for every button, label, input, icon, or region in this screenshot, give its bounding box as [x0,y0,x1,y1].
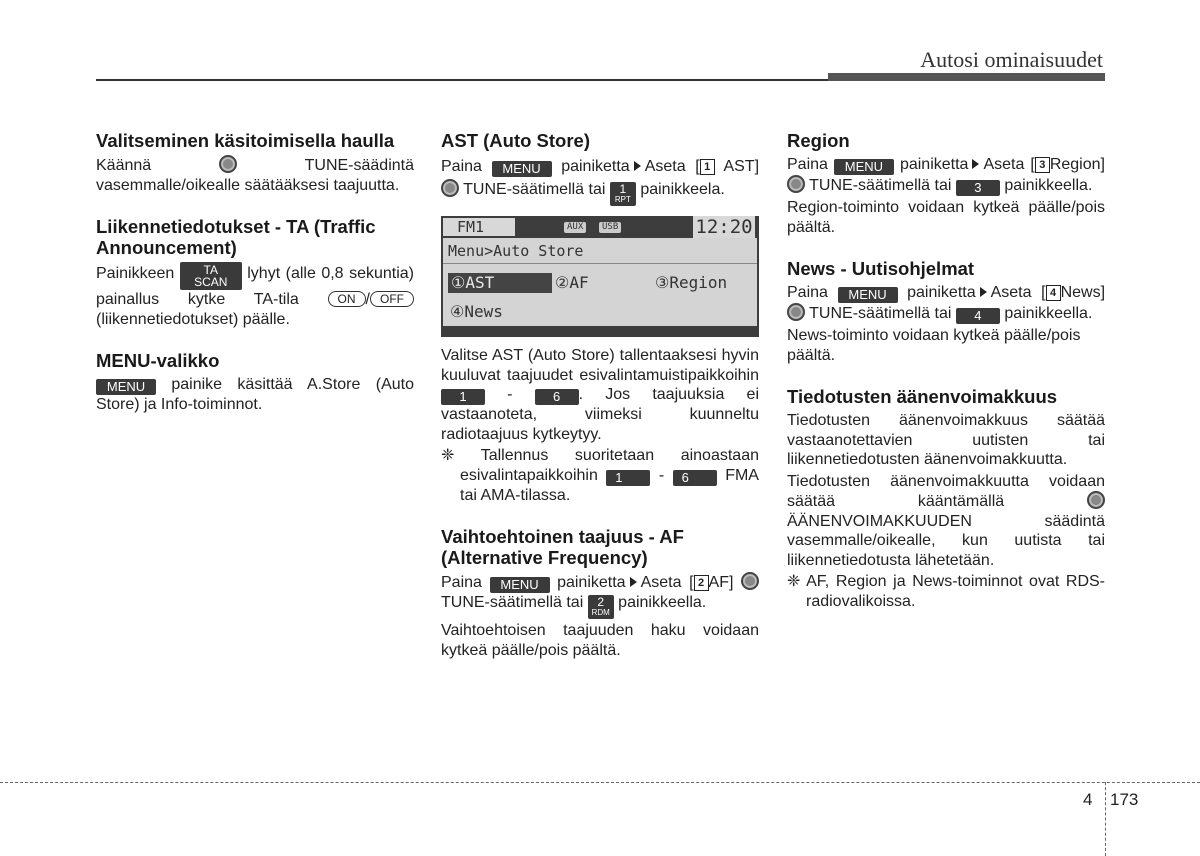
tune-knob-icon [441,179,459,197]
menu-button-icon: MENU [96,379,156,395]
band-label: FM1 [443,218,515,236]
circled-1-icon: 1 [700,159,715,175]
text: Aseta [ [644,158,700,175]
volume-knob-icon [1087,491,1105,509]
preset-6-button-icon: 6 [535,389,579,405]
text: painikkeela. [640,181,725,198]
preset-2-rdm-button-icon [588,595,614,619]
btn-num: 1 [619,182,627,196]
display-heading: Menu>Auto Store [448,242,584,260]
paragraph: Tiedotusten äänenvoimakkuus säätää vastaanotettavien uutisten tai liikennetiedotusten äänenvoimakkuutta. [787,412,1105,468]
column-3 [787,130,1105,632]
paragraph [96,375,414,415]
header-rule [96,79,828,81]
text: AST] [723,158,760,175]
text: - [658,466,665,484]
paragraph [787,155,1105,196]
text: painikkeella. [618,594,707,611]
text: - [507,386,513,403]
section-menu [96,350,414,415]
footer-dashed-line [0,782,1200,783]
paragraph [96,262,414,329]
text: TUNE-säätimellä tai [809,305,952,322]
text: TUNE-säädintä vasemmalle/oikealle säätääksesi taajuutta. [96,157,414,194]
text: TUNE-säätimellä tai [809,177,952,194]
text: painiketta [907,284,976,301]
menu-item-region: ③Region [655,273,728,292]
display-screen [443,238,757,326]
menu-item-af: ②AF [555,273,589,292]
menu-button-icon: MENU [838,287,898,303]
text: Paina [787,156,828,173]
display-divider [443,263,757,264]
arrow-right-icon [972,159,979,169]
off-button-icon: OFF [370,291,414,307]
circled-4-icon: 4 [1046,285,1061,301]
btn-sub: RPT [614,195,631,204]
menu-button-icon: MENU [834,159,894,175]
clock: 12:20 [693,216,755,238]
section-title: Liikennetiedotukset - TA (Traffic Announcement) [96,216,376,258]
tune-knob-icon [741,572,759,590]
preset-1-rpt-button-icon [610,182,636,206]
paragraph: Vaihtoehtoisen taajuuden haku voidaan kytkeä päälle/pois päältä. [441,622,759,659]
circled-2-icon: 2 [694,575,709,591]
text: lyhyt (alle 0,8 sekuntia) painallus kytke TA-tila [96,265,414,308]
section-title: Tiedotusten äänenvoimakkuus [787,386,1058,407]
page-number: 173 [1110,790,1139,809]
text: Tiedotusten äänenvoimakkuutta voidaan säätää kääntämällä [787,472,1105,510]
section-traffic-announcement [96,216,414,329]
note [441,446,759,505]
text: Paina [787,284,828,301]
on-button-icon: ON [328,291,366,307]
section-title: Valitseminen käsitoimisella haulla [96,130,395,151]
arrow-right-icon [980,287,987,297]
section-region [787,130,1105,237]
paragraph: Region-toiminto voidaan kytkeä päälle/pois päältä. [787,199,1105,236]
tune-knob-icon [787,303,805,321]
tune-knob-icon [787,175,805,193]
display-status-bar [441,216,759,238]
text: Paina [441,574,482,591]
paragraph [441,572,759,619]
section-auto-store [441,130,759,206]
ta-label: TA [203,263,218,277]
preset-1-button-icon: 1 [441,389,485,405]
paragraph [441,155,759,206]
text: TUNE-säätimellä tai [441,594,584,611]
section-announcement-volume [787,386,1105,611]
text: Aseta [ [983,156,1035,173]
circled-3-icon: 3 [1035,157,1050,173]
btn-num: 2 [597,595,605,609]
text: painiketta [557,574,626,591]
section-alternative-frequency [441,526,759,660]
section-title: AST (Auto Store) [441,130,591,151]
radio-display [441,216,759,337]
aux-badge: AUX [564,222,586,233]
note: ❈ AF, Region ja News-toiminnot ovat RDS-radiovalikoissa. [787,573,1105,610]
text: TUNE-säätimellä tai [463,181,606,198]
section-title: MENU-valikko [96,350,220,371]
menu-item-ast: ①AST [448,273,552,293]
text: Region] [1049,156,1105,173]
text: Painikkeen [96,265,175,282]
paragraph [96,155,414,195]
text: ÄÄNENVOIMAKKUUDEN säädintä vasemmalle/oikealle, kun uutista tai liikennetiedotusta lähetetään. [787,512,1105,569]
text: Paina [441,158,482,175]
usb-badge: USB [599,222,621,233]
text: FMA tai AMA-tilassa. [460,466,759,504]
chapter-number: 4 [1083,790,1093,809]
btn-sub: RDM [591,608,610,617]
text: painike käsittää A.Store (Auto Store) ja Info-toiminnot. [96,376,414,413]
text: News] [1060,284,1106,301]
paragraph [787,472,1105,571]
tune-knob-icon [219,155,237,173]
header-bar [828,73,1105,81]
text: AF] [708,574,734,591]
paragraph [441,346,759,444]
text: painiketta [899,156,969,173]
section-title: News - Uutisohjelmat [787,258,975,279]
text: . Jos taajuuksia ei vastaanoteta, viimeksi kuunneltu radiotaajuus kytkeytyy. [441,386,759,443]
section-title: Region [787,130,850,151]
section-news [787,258,1105,365]
paragraph [787,283,1105,324]
text: (liikennetiedotukset) päälle. [96,310,290,328]
menu-item-news: ④News [450,302,503,321]
preset-4-button-icon: 4 [956,308,1000,324]
preset-3-button-icon: 3 [956,180,1000,196]
arrow-right-icon [634,161,641,171]
section-manual-search [96,130,414,195]
slash: / [365,291,370,308]
menu-button-icon: MENU [490,577,550,593]
text: painikkeella. [1004,305,1093,322]
ta-scan-button-icon [180,262,242,290]
column-2 [441,130,759,660]
text: ❈ Tallennus suoritetaan ainoastaan esivalintapaikkoihin [441,447,759,484]
text: Aseta [ [990,284,1046,301]
footer-vertical-dashed-line [1105,782,1106,856]
text: painiketta [561,158,630,175]
arrow-right-icon [630,577,637,587]
column-1 [96,130,414,436]
paragraph: News-toiminto voidaan kytkeä päälle/pois päältä. [787,327,1081,364]
menu-button-icon: MENU [492,161,552,177]
preset-6-button-icon: 6 [673,470,717,486]
preset-1-button-icon: 1 [606,470,650,486]
text: Käännä [96,157,152,174]
page-header-title: Autosi ominaisuudet [920,47,1103,72]
scan-label: SCAN [194,275,228,289]
section-title: Vaihtoehtoinen taajuus - AF (Alternative Frequency) [441,526,684,568]
text: Valitse AST (Auto Store) tallentaaksesi hyvin kuuluvat taajuudet esivalintamuistipaikkoihin [441,347,759,384]
text: Aseta [ [640,574,694,591]
text: painikkeella. [1004,177,1093,194]
